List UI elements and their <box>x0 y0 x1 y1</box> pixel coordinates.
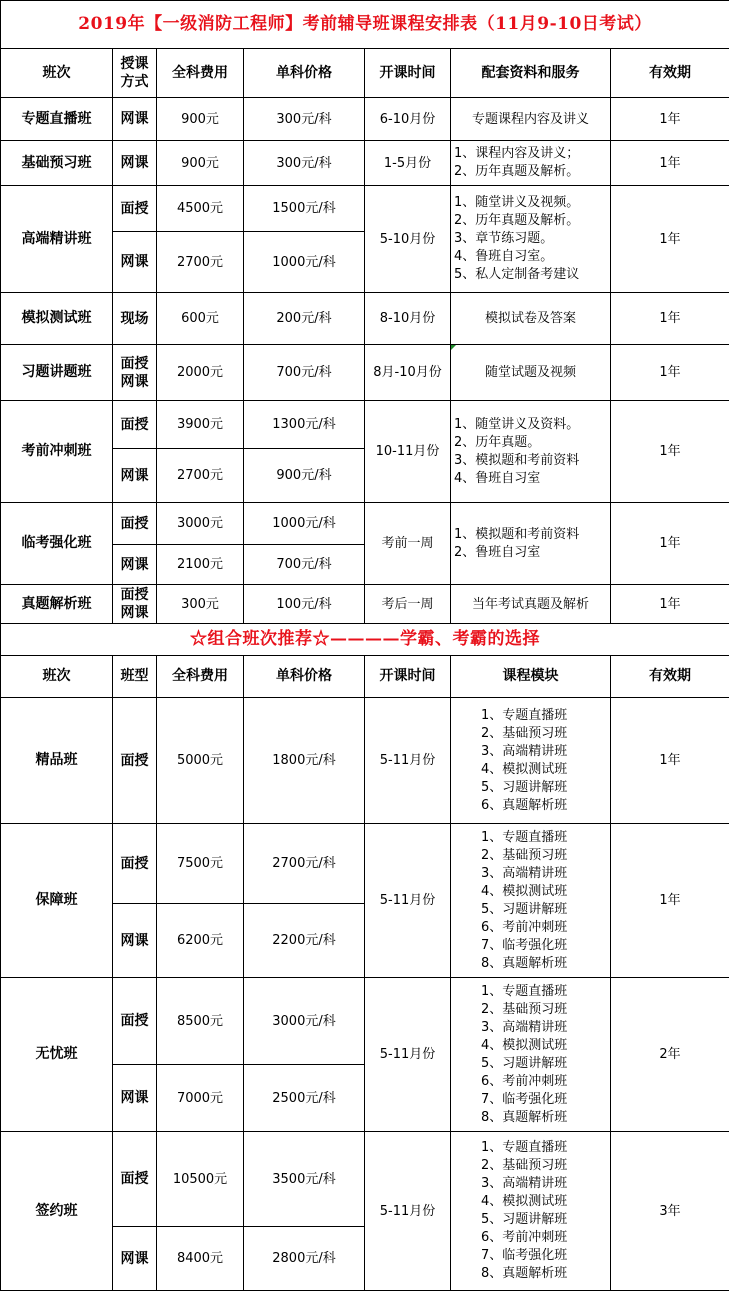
header-mode <box>113 49 157 98</box>
header-total-fee: 全科费用 <box>157 656 244 698</box>
total-fee: 2700元 <box>157 449 244 503</box>
validity: 1年 <box>611 345 729 401</box>
module-item: 3、高端精讲班 <box>481 743 568 759</box>
single-price: 200元/科 <box>244 293 365 345</box>
module-item: 3、高端精讲班 <box>481 1019 568 1035</box>
single-price: 2700元/科 <box>244 824 365 904</box>
module-item: 6、考前冲刺班 <box>481 919 568 935</box>
class-name: 基础预习班 <box>1 141 113 186</box>
class-name: 考前冲刺班 <box>1 401 113 503</box>
page-title: 2019年【一级消防工程师】考前辅导班课程安排表（11月9-10日考试） <box>1 1 729 49</box>
table-row <box>1 585 729 624</box>
module-item: 1、专题直播班 <box>481 1140 568 1155</box>
single-price: 900元/科 <box>244 449 365 503</box>
total-fee: 7000元 <box>157 1065 244 1132</box>
module-item: 3、高端精讲班 <box>481 1176 568 1191</box>
table-row <box>1 401 729 449</box>
total-fee: 2100元 <box>157 545 244 585</box>
table-row <box>1 293 729 345</box>
mode-line: 网课 <box>120 605 149 621</box>
total-fee: 10500元 <box>157 1132 244 1227</box>
module-item: 2、基础预习班 <box>481 1001 568 1017</box>
total-fee: 4500元 <box>157 186 244 232</box>
total-fee: 6200元 <box>157 904 244 978</box>
header-total-fee: 全科费用 <box>157 49 244 98</box>
single-price: 3500元/科 <box>244 1132 365 1227</box>
module-item: 5、习题讲解班 <box>481 901 568 917</box>
single-price: 3000元/科 <box>244 978 365 1065</box>
service-item: 2、历年真题。 <box>454 434 541 450</box>
service-item: 1、模拟题和考前资料 <box>454 526 580 542</box>
header-modules: 课程模块 <box>451 656 611 698</box>
single-price: 1000元/科 <box>244 232 365 293</box>
total-fee: 7500元 <box>157 824 244 904</box>
header-start-time: 开课时间 <box>365 49 451 98</box>
start-time: 5-11月份 <box>365 824 451 978</box>
mode: 网课 <box>113 1227 157 1291</box>
service-item: 4、鲁班自习室 <box>454 470 541 486</box>
total-fee: 3000元 <box>157 503 244 545</box>
single-price: 700元/科 <box>244 545 365 585</box>
mode: 面授 <box>113 401 157 449</box>
single-price: 2200元/科 <box>244 904 365 978</box>
single-price: 1000元/科 <box>244 503 365 545</box>
table2-header-row <box>1 656 729 698</box>
service-item: 4、鲁班自习室。 <box>454 249 554 264</box>
total-fee: 2000元 <box>157 345 244 401</box>
validity: 3年 <box>611 1132 729 1291</box>
mode <box>113 585 157 624</box>
header-start-time: 开课时间 <box>365 656 451 698</box>
service-item: 3、模拟题和考前资料 <box>454 452 580 468</box>
mode: 网课 <box>113 449 157 503</box>
start-time: 5-10月份 <box>365 186 451 293</box>
service-item: 3、章节练习题。 <box>454 231 554 246</box>
header-validity: 有效期 <box>611 49 729 98</box>
validity: 1年 <box>611 698 729 824</box>
start-time: 10-11月份 <box>365 401 451 503</box>
class-name: 习题讲题班 <box>1 345 113 401</box>
header-single-price: 单科价格 <box>244 49 365 98</box>
validity: 1年 <box>611 824 729 978</box>
mode: 网课 <box>113 98 157 141</box>
total-fee: 300元 <box>157 585 244 624</box>
service-item: 5、私人定制备考建议 <box>454 267 580 282</box>
table-row <box>1 186 729 232</box>
mode <box>113 345 157 401</box>
total-fee: 8400元 <box>157 1227 244 1291</box>
single-price: 100元/科 <box>244 585 365 624</box>
total-fee: 900元 <box>157 141 244 186</box>
module-item: 2、基础预习班 <box>481 725 568 741</box>
single-price: 700元/科 <box>244 345 365 401</box>
mode-line: 面授 <box>120 587 149 603</box>
table-row <box>1 345 729 401</box>
table-row <box>1 1132 729 1227</box>
service-text: 随堂试题及视频 <box>484 365 576 380</box>
single-price: 2800元/科 <box>244 1227 365 1291</box>
class-name: 签约班 <box>1 1132 113 1291</box>
start-time: 5-11月份 <box>365 1132 451 1291</box>
header-type: 班型 <box>113 656 157 698</box>
table1-header-row <box>1 49 729 98</box>
validity: 1年 <box>611 503 729 585</box>
service-item: 1、随堂讲义及视频。 <box>454 195 580 210</box>
header-class: 班次 <box>1 49 113 98</box>
mode-line: 网课 <box>120 373 149 390</box>
module-item: 5、习题讲解班 <box>481 779 568 795</box>
class-name: 模拟测试班 <box>1 293 113 345</box>
services: 当年考试真题及解析 <box>451 585 611 624</box>
module-item: 6、考前冲刺班 <box>481 1230 568 1245</box>
module-item: 1、专题直播班 <box>481 707 568 723</box>
start-time: 考后一周 <box>365 585 451 624</box>
module-item: 4、模拟测试班 <box>481 883 568 899</box>
mode: 面授 <box>113 978 157 1065</box>
module-item: 6、考前冲刺班 <box>481 1073 568 1089</box>
start-time: 考前一周 <box>365 503 451 585</box>
total-fee: 5000元 <box>157 698 244 824</box>
module-item: 2、基础预习班 <box>481 847 568 863</box>
header-class: 班次 <box>1 656 113 698</box>
service-item: 1、随堂讲义及资料。 <box>454 416 580 432</box>
validity: 1年 <box>611 98 729 141</box>
module-item: 1、专题直播班 <box>481 983 568 999</box>
start-time: 5-11月份 <box>365 698 451 824</box>
table-row <box>1 978 729 1065</box>
services: 模拟试卷及答案 <box>451 293 611 345</box>
total-fee: 2700元 <box>157 232 244 293</box>
start-time: 5-11月份 <box>365 978 451 1132</box>
module-item: 8、真题解析班 <box>481 955 568 971</box>
table-row <box>1 141 729 186</box>
services <box>451 186 611 293</box>
single-price: 1500元/科 <box>244 186 365 232</box>
mode: 网课 <box>113 904 157 978</box>
mode-line: 面授 <box>120 355 149 372</box>
mode: 网课 <box>113 232 157 293</box>
start-time: 8-10月份 <box>365 293 451 345</box>
services <box>451 401 611 503</box>
validity: 1年 <box>611 585 729 624</box>
service-item: 2、鲁班自习室 <box>454 544 541 560</box>
header-services: 配套资料和服务 <box>451 49 611 98</box>
table-row <box>1 698 729 824</box>
total-fee: 8500元 <box>157 978 244 1065</box>
mode: 网课 <box>113 1065 157 1132</box>
module-item: 3、高端精讲班 <box>481 865 568 881</box>
mode: 网课 <box>113 545 157 585</box>
services <box>451 141 611 186</box>
class-name: 精品班 <box>1 698 113 824</box>
service-item: 1、课程内容及讲义； <box>454 146 580 161</box>
single-price: 1800元/科 <box>244 698 365 824</box>
validity: 1年 <box>611 293 729 345</box>
mode: 网课 <box>113 141 157 186</box>
module-item: 7、临考强化班 <box>481 1091 568 1107</box>
module-item: 1、专题直播班 <box>481 829 568 845</box>
start-time: 8月-10月份 <box>365 345 451 401</box>
single-price: 300元/科 <box>244 98 365 141</box>
module-item: 2、基础预习班 <box>481 1158 568 1173</box>
section-title: ☆组合班次推荐☆————学霸、考霸的选择 <box>1 624 729 656</box>
mode: 面授 <box>113 1132 157 1227</box>
module-item: 8、真题解析班 <box>481 1109 568 1125</box>
validity: 1年 <box>611 186 729 293</box>
validity: 1年 <box>611 141 729 186</box>
services <box>451 345 611 401</box>
class-name: 无忧班 <box>1 978 113 1132</box>
single-price: 300元/科 <box>244 141 365 186</box>
services <box>451 503 611 585</box>
start-time: 6-10月份 <box>365 98 451 141</box>
services: 专题课程内容及讲义 <box>451 98 611 141</box>
module-item: 5、习题讲解班 <box>481 1055 568 1071</box>
class-name: 保障班 <box>1 824 113 978</box>
mode: 面授 <box>113 824 157 904</box>
header-validity: 有效期 <box>611 656 729 698</box>
module-item: 5、习题讲解班 <box>481 1212 568 1227</box>
module-item: 7、临考强化班 <box>481 1248 568 1263</box>
single-price: 1300元/科 <box>244 401 365 449</box>
header-mode-line1: 授课 <box>120 56 149 72</box>
mode: 面授 <box>113 698 157 824</box>
start-time: 1-5月份 <box>365 141 451 186</box>
modules <box>451 698 611 824</box>
service-item: 2、历年真题及解析。 <box>454 213 580 228</box>
modules <box>451 1132 611 1291</box>
table-row <box>1 824 729 904</box>
validity: 2年 <box>611 978 729 1132</box>
total-fee: 600元 <box>157 293 244 345</box>
modules <box>451 978 611 1132</box>
module-item: 4、模拟测试班 <box>481 761 568 777</box>
class-name: 真题解析班 <box>1 585 113 624</box>
header-single-price: 单科价格 <box>244 656 365 698</box>
mode: 面授 <box>113 503 157 545</box>
class-name: 高端精讲班 <box>1 186 113 293</box>
modules <box>451 824 611 978</box>
mode: 现场 <box>113 293 157 345</box>
class-name: 临考强化班 <box>1 503 113 585</box>
total-fee: 3900元 <box>157 401 244 449</box>
class-name: 专题直播班 <box>1 98 113 141</box>
cell-marker-icon <box>451 345 456 350</box>
module-item: 7、临考强化班 <box>481 937 568 953</box>
single-price: 2500元/科 <box>244 1065 365 1132</box>
header-mode-line2: 方式 <box>120 74 149 90</box>
table-row <box>1 503 729 545</box>
total-fee: 900元 <box>157 98 244 141</box>
module-item: 6、真题解析班 <box>481 797 568 813</box>
module-item: 8、真题解析班 <box>481 1266 568 1281</box>
module-item: 4、模拟测试班 <box>481 1194 568 1209</box>
service-item: 2、历年真题及解析。 <box>454 164 580 179</box>
module-item: 4、模拟测试班 <box>481 1037 568 1053</box>
mode: 面授 <box>113 186 157 232</box>
validity: 1年 <box>611 401 729 503</box>
table-row <box>1 98 729 141</box>
